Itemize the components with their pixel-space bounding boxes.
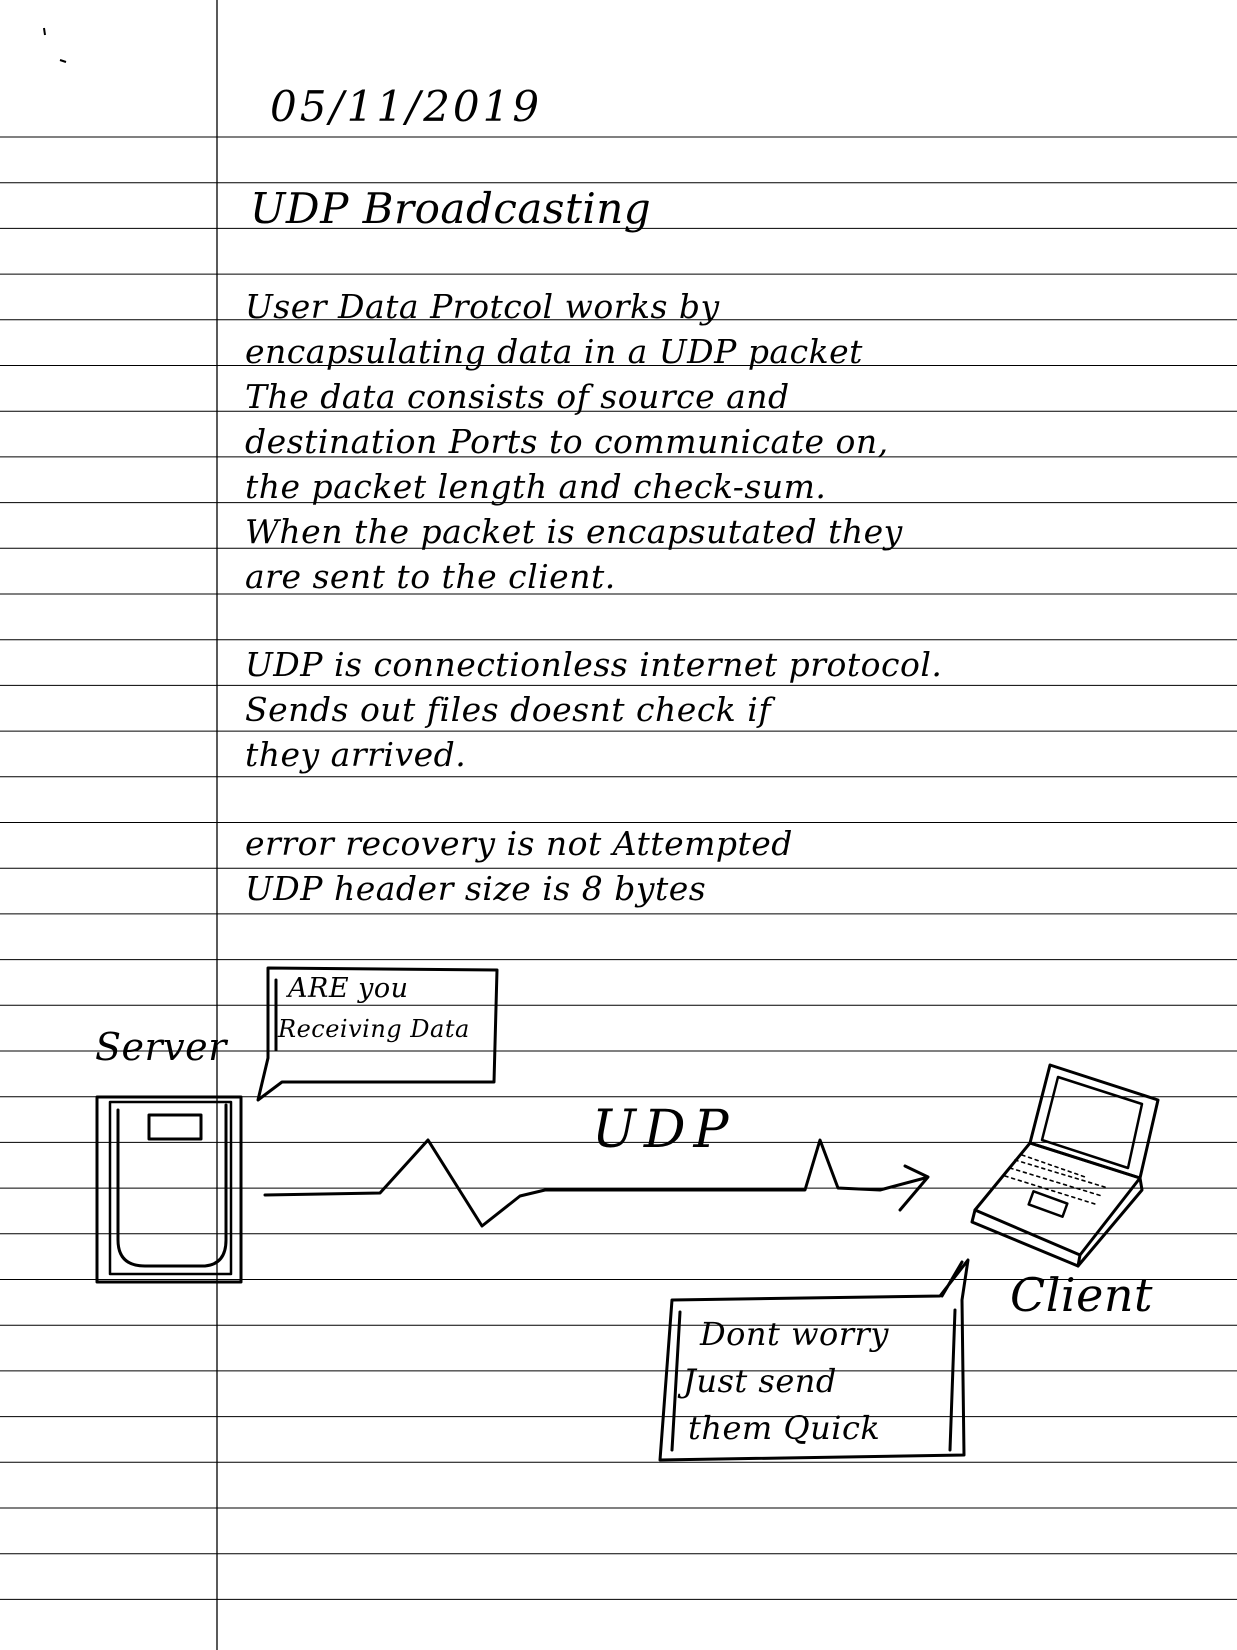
paragraph1-line: When the packet is encapsutated they [245,512,903,551]
paragraph3-line: error recovery is not Attempted [245,824,793,863]
ink-speck [40,20,80,70]
paragraph1-line: User Data Protcol works by [245,287,720,326]
client-label: Client [1010,1268,1153,1322]
udp-label: UDP [592,1100,737,1160]
server-label: Server [95,1025,227,1069]
paragraph1-line: destination Ports to communicate on, [245,422,889,461]
paragraph2-line: Sends out files doesnt check if [245,690,772,729]
server-bubble-text: Receiving Data [278,1015,470,1043]
client-bubble-text: Dont worry [700,1315,889,1353]
client-bubble-text: Just send [683,1362,837,1400]
server-bubble-text: ARE you [288,973,409,1004]
note-date: 05/11/2019 [270,82,543,131]
paragraph2-line: they arrived. [245,735,467,774]
paragraph2-line: UDP is connectionless internet protocol. [245,645,943,684]
paragraph1-line: encapsulating data in a UDP packet [245,332,863,371]
note-title: UDP Broadcasting [250,184,652,233]
paragraph1-line: the packet length and check-sum. [245,467,827,506]
paragraph3-line: UDP header size is 8 bytes [245,869,707,908]
client-bubble-text: them Quick [688,1409,881,1447]
paragraph1-line: are sent to the client. [245,557,616,596]
paragraph1-line: The data consists of source and [245,377,790,416]
